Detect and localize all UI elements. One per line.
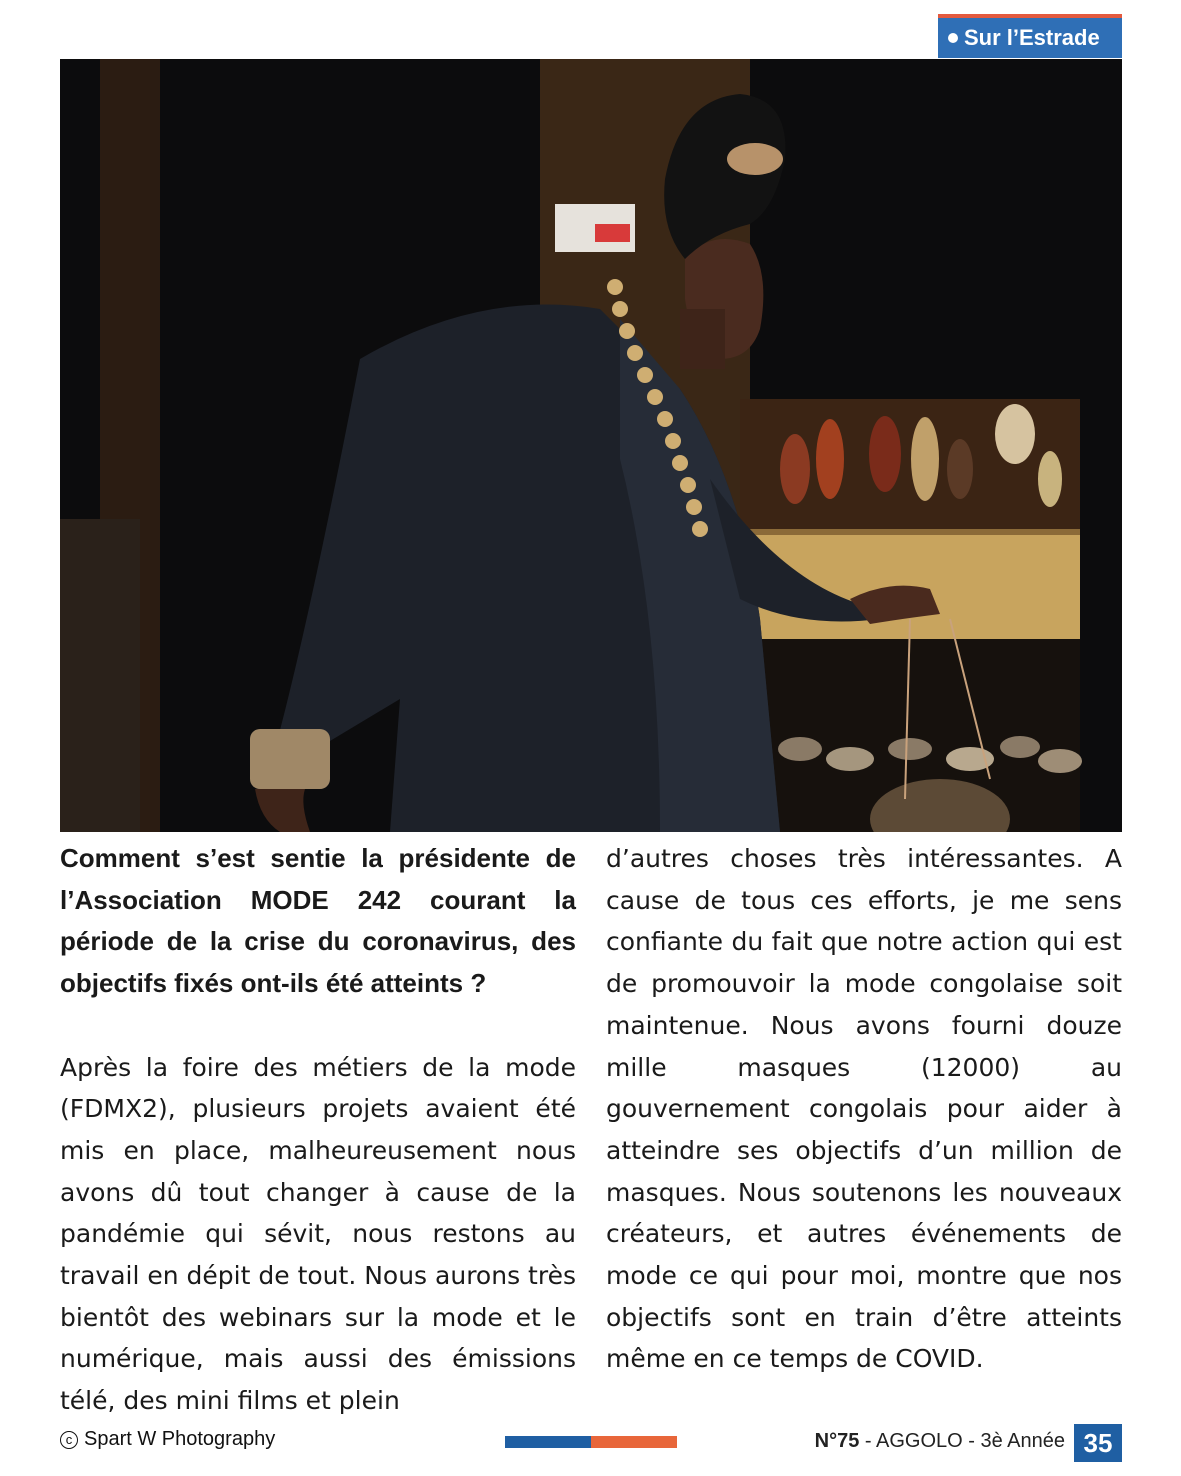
bullet-icon — [948, 33, 958, 43]
column-left — [60, 838, 576, 1422]
fashion-photo — [60, 59, 1122, 832]
footer-bar-blue — [505, 1436, 591, 1448]
column-right — [606, 838, 1122, 1380]
issue-info — [815, 1430, 1065, 1453]
photo-credit — [60, 1428, 275, 1451]
photo-credit-text: Spart W Photography — [84, 1428, 276, 1450]
page-number: 35 — [1074, 1424, 1122, 1462]
section-tag-label: Sur l’Estrade — [964, 25, 1100, 50]
section-tag — [938, 14, 1122, 58]
answer-part-1: Après la foire des métiers de la mode (FDMX2), plusieurs projets avaient été mis en place, malheureusement nous avons dû tout changer à cause de la pandémie qui sévit, nous restons au travail en dépit de tout. Nous aurons très bientôt des webinars sur la mode et le numérique, mais aussi des émissions télé, des mini films et plein — [60, 1052, 576, 1416]
copyright-icon: c — [60, 1431, 78, 1449]
issue-number: N°75 — [814, 1430, 860, 1452]
footer-bar-orange — [591, 1436, 677, 1448]
issue-details: - AGGOLO - 3è Année — [859, 1430, 1065, 1452]
interview-question: Comment s’est sentie la présidente de l’Association MODE 242 courant la période de la crise du coronavirus, des objectifs fixés ont-ils été atteints ? — [60, 843, 576, 999]
answer-part-2: d’autres choses très intéressantes. A cause de tous ces efforts, je me sens confiante du fait que notre action qui est de promouvoir la mode congolaise soit maintenue. Nous avons fourni douze mille masques (12000) au gouvernement congolais pour aider à atteindre ses objectifs d’un million de masques. Nous soutenons les nouveaux créateurs, et autres événements de mode ce qui pour moi, montre que nos objectifs sont en train d’être atteints même en ce temps de COVID. — [606, 844, 1122, 1374]
